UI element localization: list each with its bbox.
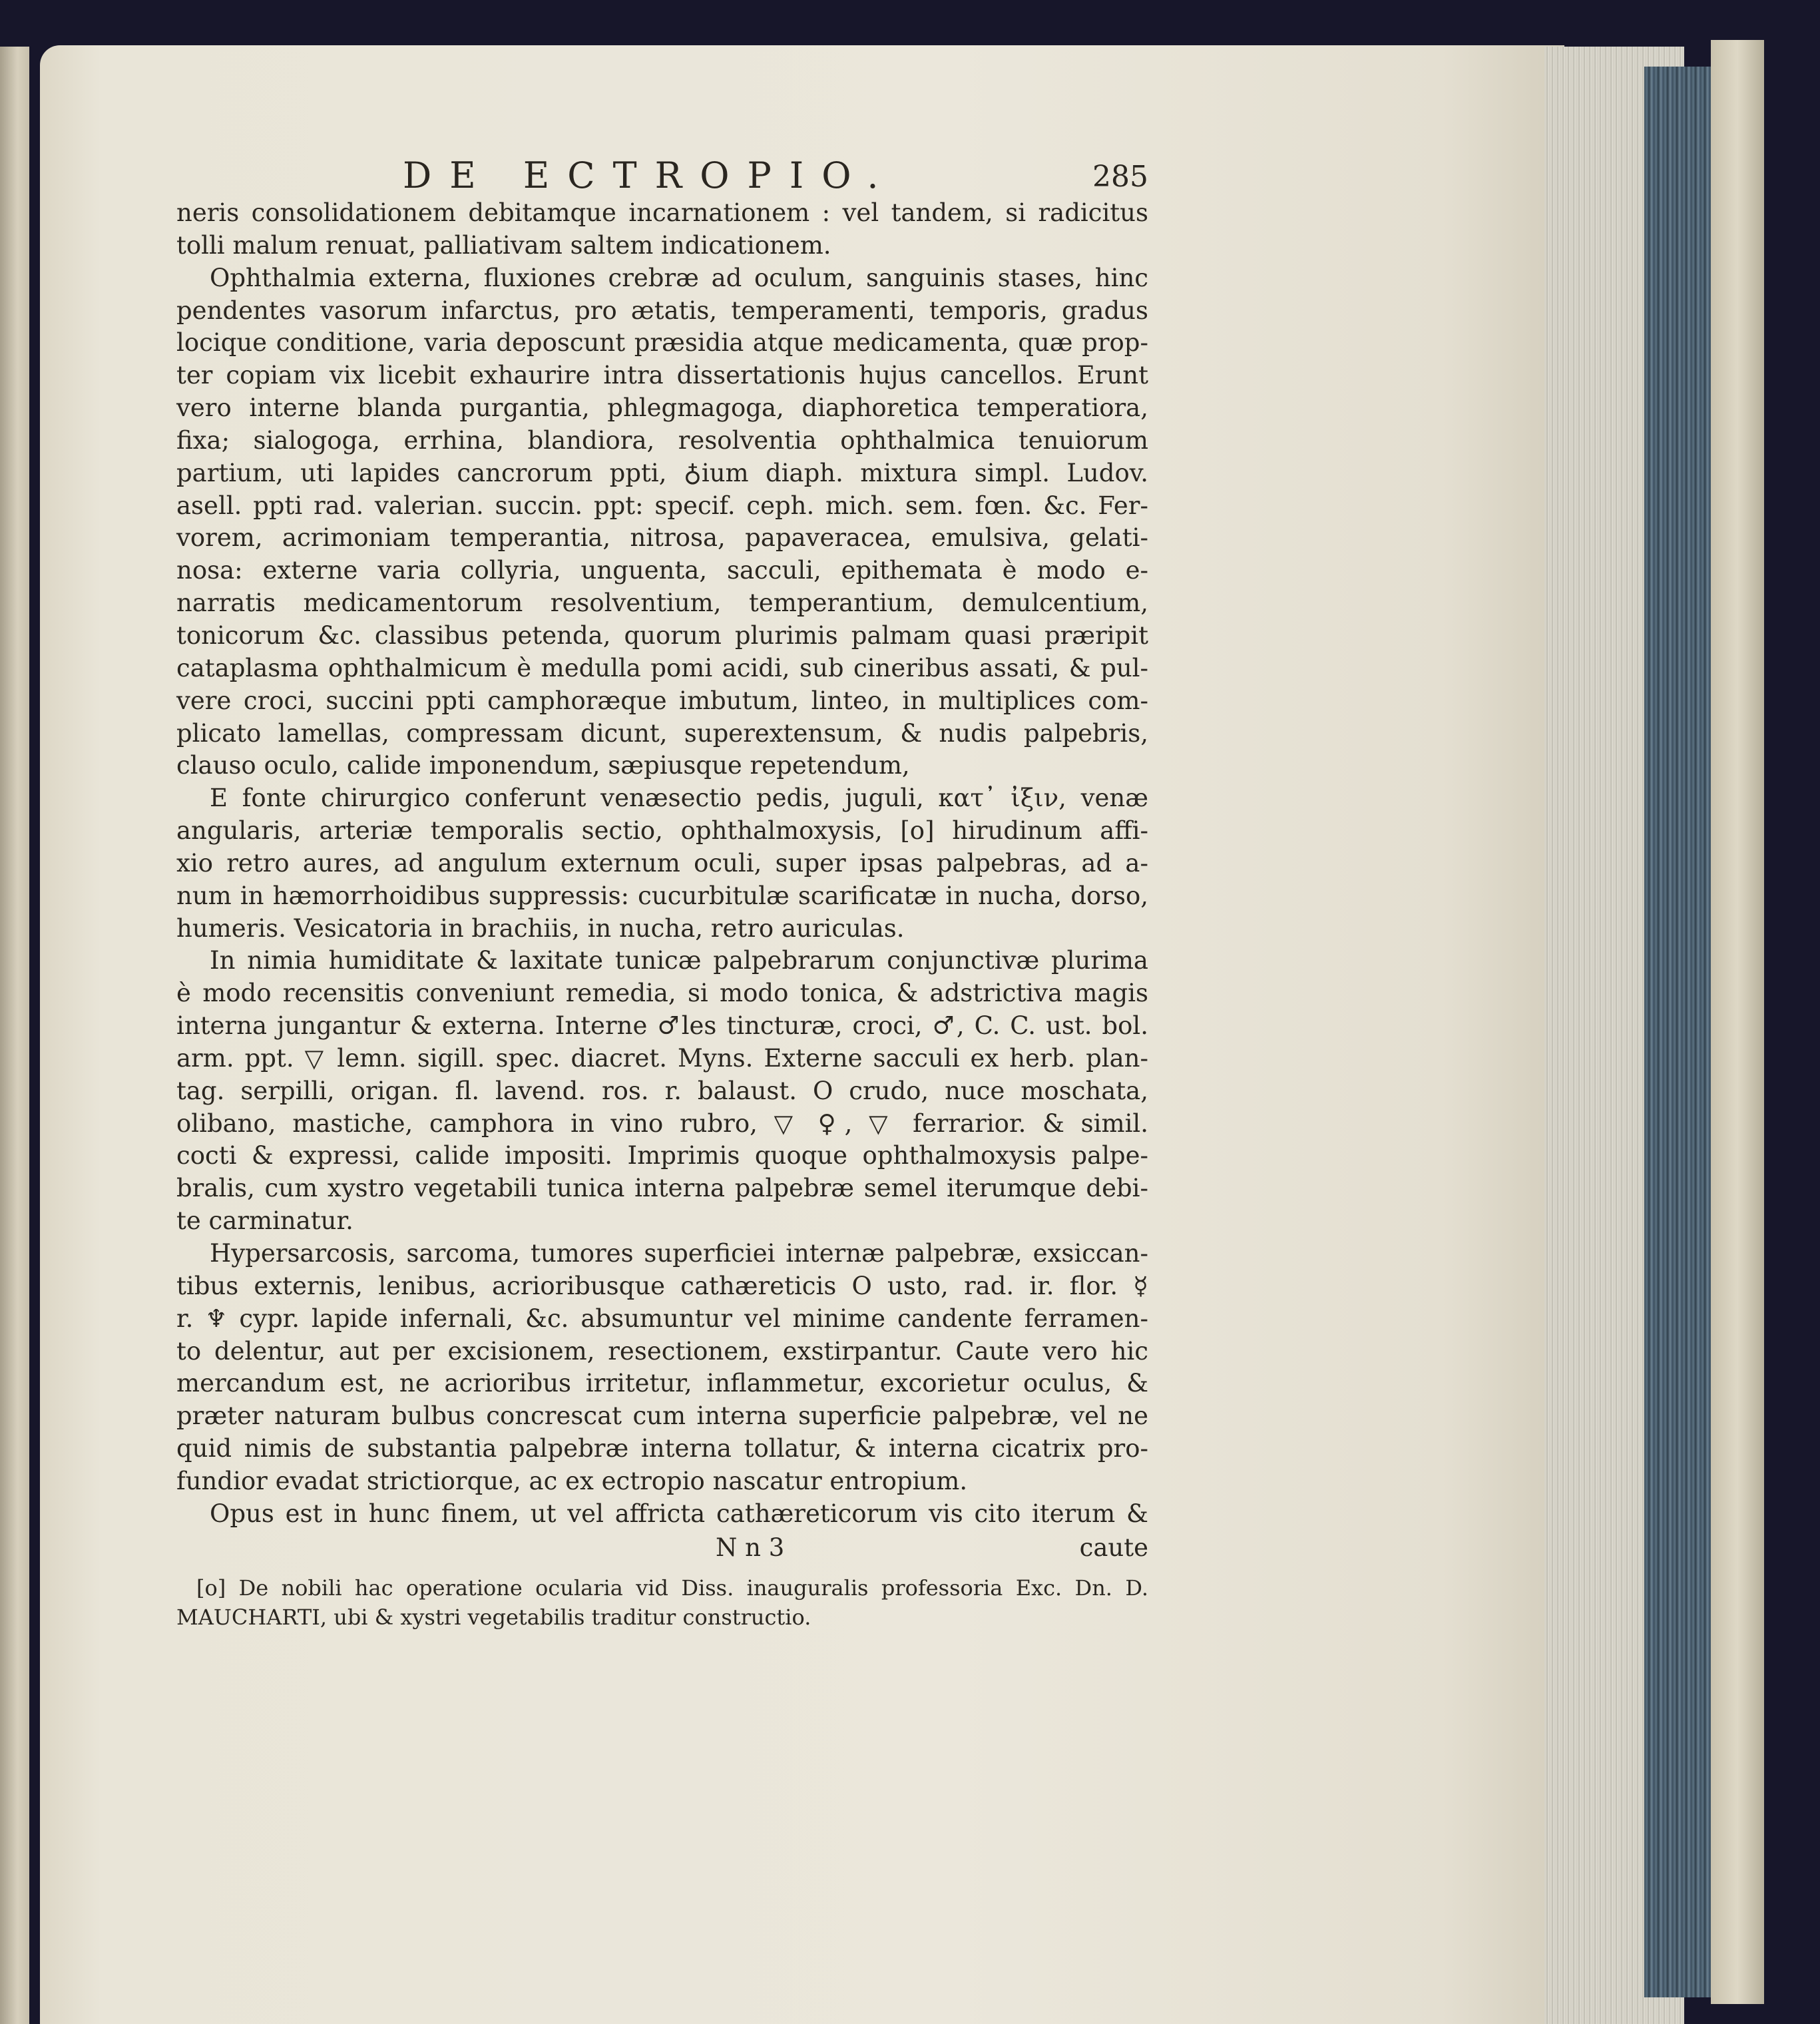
text-line: pendentes vasorum infarctus, pro ætatis, temperamenti, temporis, gradus: [176, 296, 1148, 325]
running-title: DE ECTROPIO.: [403, 154, 897, 196]
text-line: te carminatur.: [176, 1206, 353, 1236]
text-line: arm. ppt. ▽ lemn. sigill. spec. diacret. Myns. Externe sacculi ex herb. plan-: [176, 1043, 1148, 1073]
text-line: vorem, acrimoniam temperantia, nitrosa, papaveracea, emulsiva, gelati-: [176, 523, 1148, 553]
text-line: to delentur, aut per excisionem, resectionem, exstirpantur. Caute vero hic: [176, 1336, 1148, 1366]
text-line: neris consolidationem debitamque incarnationem : vel tandem, si radicitus: [176, 198, 1148, 227]
footnote-line: [o] De nobili hac operatione ocularia vid Diss. inauguralis professoria Exc. Dn. D.: [196, 1575, 1148, 1601]
text-line: tag. serpilli, origan. fl. lavend. ros. r. balaust. O crudo, nuce moschata,: [176, 1076, 1148, 1105]
text-line: quid nimis de substantia palpebræ interna tollatur, & interna cicatrix pro-: [176, 1434, 1148, 1463]
text-line: humeris. Vesicatoria in brachiis, in nucha, retro auriculas.: [176, 913, 905, 943]
text-line: mercandum est, ne acrioribus irritetur, inflammetur, excorietur oculus, &: [176, 1369, 1148, 1398]
text-line: bralis, cum xystro vegetabili tunica interna palpebræ semel iterumque debi-: [176, 1174, 1148, 1203]
catchword: caute: [1079, 1533, 1148, 1562]
text-line: olibano, mastiche, camphora in vino rubro, ▽ ♀, ▽ ferrarior. & simil.: [176, 1109, 1148, 1138]
text-line: tibus externis, lenibus, acrioribusque cathæreticis O usto, rad. ir. flor. ☿: [176, 1271, 1148, 1300]
text-line: Ophthalmia externa, fluxiones crebræ ad oculum, sanguinis stases, hinc: [210, 263, 1148, 292]
text-line: Opus est in hunc finem, ut vel affricta cathæreticorum vis cito iterum &: [210, 1499, 1148, 1528]
cover-board: [1711, 40, 1764, 2004]
text-line: interna jungantur & externa. Interne ♂les tincturæ, croci, ♂, C. C. ust. bol.: [176, 1011, 1148, 1041]
text-line: E fonte chirurgico conferunt venæsectio pedis, juguli, κατ᾽ ἰξιν, venæ: [210, 784, 1148, 813]
text-line: tonicorum &c. classibus petenda, quorum plurimis palmam quasi præripit: [176, 621, 1148, 650]
text-line: clauso oculo, calide imponendum, sæpiusque repetendum,: [176, 751, 910, 780]
previous-page-edge: [0, 47, 29, 2024]
text-line: partium, uti lapides cancrorum ppti, ♁ium diaph. mixtura simpl. Ludov.: [176, 458, 1148, 487]
text-line: præter naturam bulbus concrescat cum interna superficie palpebræ, vel ne: [176, 1401, 1148, 1431]
text-line: xio retro aures, ad angulum externum oculi, super ipsas palpebras, ad a-: [176, 848, 1148, 878]
footnote-line: MAUCHARTI, ubi & xystri vegetabilis traditur constructio.: [176, 1604, 811, 1630]
text-line: nosa: externe varia collyria, unguenta, sacculi, epithemata è modo e-: [176, 556, 1148, 585]
text-block: [176, 154, 1148, 1632]
text-line: ter copiam vix licebit exhaurire intra dissertationis hujus cancellos. Erunt: [176, 361, 1148, 390]
text-line: tolli malum renuat, palliativam saltem indicationem.: [176, 230, 831, 260]
text-line: In nimia humiditate & laxitate tunicæ palpebrarum conjunctivæ plurima: [210, 946, 1148, 975]
text-line: cocti & expressi, calide impositi. Imprimis quoque ophthalmoxysis palpe-: [176, 1141, 1148, 1170]
running-head: [176, 154, 1148, 197]
text-line: narratis medicamentorum resolventium, temperantium, demulcentium,: [176, 589, 1148, 618]
text-line: vere croci, succini ppti camphoræque imbutum, linteo, in multiplices com-: [176, 686, 1148, 715]
signature-row: [176, 1531, 1148, 1565]
text-line: num in hæmorrhoidibus suppressis: cucurbitulæ scarificatæ in nucha, dorso,: [176, 881, 1148, 910]
body-text: [176, 197, 1148, 1531]
text-line: Hypersarcosis, sarcoma, tumores superficiei internæ palpebræ, exsiccan-: [210, 1239, 1148, 1268]
signature-mark: N n 3: [716, 1533, 785, 1562]
text-line: r. ♆ cypr. lapide infernali, &c. absumuntur vel minime candente ferramen-: [176, 1304, 1148, 1333]
page-number: 285: [1092, 160, 1148, 194]
text-line: fundior evadat strictiorque, ac ex ectropio nascatur entropium.: [176, 1466, 968, 1495]
text-line: angularis, arteriæ temporalis sectio, ophthalmoxysis, [o] hirudinum affi-: [176, 816, 1148, 846]
text-line: fixa; sialogoga, errhina, blandiora, resolventia ophthalmica tenuiorum: [176, 425, 1148, 455]
text-line: asell. ppti rad. valerian. succin. ppt: specif. ceph. mich. sem. fœn. &c. Fer-: [176, 491, 1148, 520]
text-line: è modo recensitis conveniunt remedia, si modo tonica, & adstrictiva magis: [176, 979, 1148, 1008]
text-line: cataplasma ophthalmicum è medulla pomi acidi, sub cineribus assati, & pul-: [176, 653, 1148, 682]
text-line: locique conditione, varia deposcunt præsidia atque medicamenta, quæ prop-: [176, 328, 1148, 358]
footnotes: [176, 1573, 1148, 1632]
text-line: plicato lamellas, compressam dicunt, superextensum, & nudis palpebris,: [176, 718, 1148, 748]
text-line: vero interne blanda purgantia, phlegmagoga, diaphoretica temperatiora,: [176, 393, 1148, 423]
